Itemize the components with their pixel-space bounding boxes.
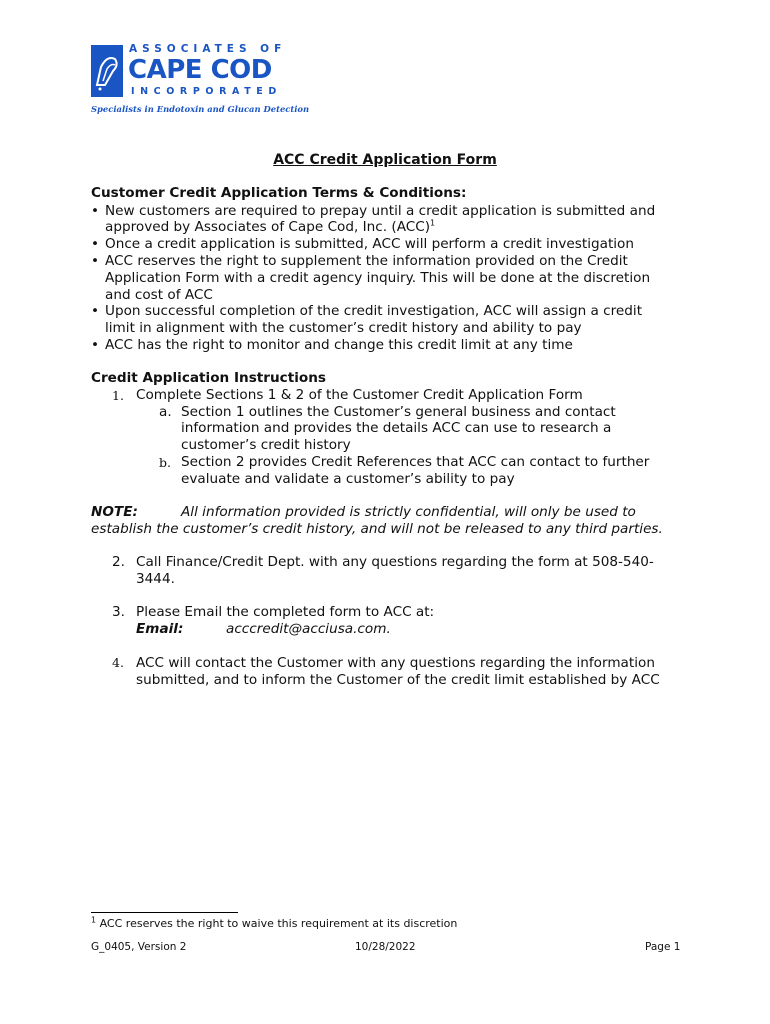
footer-page-number: Page 1 <box>645 941 681 953</box>
page-title: ACC Credit Application Form <box>273 152 497 168</box>
terms-item-3-line-2: Application Form with a credit agency inquiry. This will be done at the discretion <box>105 270 651 286</box>
footnote-text: ACC reserves the right to waive this requirement at its discretion <box>99 917 458 930</box>
footer-doc-id: G_0405, Version 2 <box>91 941 187 953</box>
bullet-icon: • <box>91 236 100 252</box>
step-1b-marker: b. <box>159 455 171 470</box>
note-label: NOTE: <box>91 504 138 520</box>
step-1-text: Complete Sections 1 & 2 of the Customer Credit Application Form <box>136 387 583 403</box>
bullet-icon: • <box>91 303 100 319</box>
email-address-link[interactable]: acccredit@acciusa.com. <box>226 621 391 637</box>
logo-emblem-icon <box>91 45 123 97</box>
instructions-heading: Credit Application Instructions <box>91 370 326 386</box>
step-2-line-1: Call Finance/Credit Dept. with any questions regarding the form at 508-540- <box>136 554 654 570</box>
terms-item-2-line-1: Once a credit application is submitted, ACC will perform a credit investigation <box>105 236 634 252</box>
terms-item-4-line-1: Upon successful completion of the credit investigation, ACC will assign a credit <box>105 303 643 319</box>
logo-text-cape-cod: CAPE COD <box>128 55 272 85</box>
step-1b-line-2: evaluate and validate a customer’s ability to pay <box>181 471 515 487</box>
bullet-icon: • <box>91 203 100 219</box>
step-1a-marker: a. <box>159 404 172 420</box>
terms-item-5-line-1: ACC has the right to monitor and change this credit limit at any time <box>105 337 573 353</box>
bullet-icon: • <box>91 337 100 353</box>
footnote-ref: 1 <box>430 218 436 228</box>
step-1a-line-1: Section 1 outlines the Customer’s general business and contact <box>181 404 616 420</box>
terms-heading: Customer Credit Application Terms & Conditions: <box>91 185 467 201</box>
terms-item-4-line-2: limit in alignment with the customer’s credit history and ability to pay <box>105 320 582 336</box>
footnote <box>91 917 457 930</box>
step-1-number: 1. <box>112 388 124 403</box>
footnote-marker: 1 <box>91 915 97 925</box>
note-line-1: All information provided is strictly confidential, will only be used to <box>181 504 636 520</box>
footer-date: 10/28/2022 <box>355 941 416 953</box>
step-2-line-2: 3444. <box>136 571 175 587</box>
logo-tagline: Specialists in Endotoxin and Glucan Detection <box>91 104 310 114</box>
terms-item-1-line-2: approved by Associates of Cape Cod, Inc. (ACC)$^1$ <box>105 218 436 235</box>
bullet-icon: • <box>91 253 100 269</box>
terms-item-3-line-3: and cost of ACC <box>105 287 213 303</box>
terms-item-1-line-1: New customers are required to prepay until a credit application is submitted and <box>105 203 656 219</box>
step-3-text: Please Email the completed form to ACC at: <box>136 604 435 620</box>
terms-item-3-line-1: ACC reserves the right to supplement the information provided on the Credit <box>105 253 628 269</box>
company-logo <box>91 43 310 117</box>
step-2-number: 2. <box>112 554 125 570</box>
step-3-number: 3. <box>112 604 125 620</box>
step-4-number: 4. <box>112 655 124 670</box>
logo-text-incorporated: INCORPORATED <box>131 86 282 97</box>
step-4-line-2: submitted, and to inform the Customer of the credit limit established by ACC <box>136 672 660 688</box>
logo-text-associates: ASSOCIATES OF <box>129 43 287 55</box>
step-1a-line-3: customer’s credit history <box>181 437 351 453</box>
step-4-line-1: ACC will contact the Customer with any questions regarding the information <box>136 655 655 671</box>
note-line-2: establish the customer’s credit history, and will not be released to any third parties. <box>91 521 663 537</box>
email-label: Email: <box>136 621 184 637</box>
step-1a-line-2: information and provides the details ACC can use to research a <box>181 420 612 436</box>
footnote-divider <box>91 912 238 913</box>
step-1b-line-1: Section 2 provides Credit References that ACC can contact to further <box>181 454 650 470</box>
